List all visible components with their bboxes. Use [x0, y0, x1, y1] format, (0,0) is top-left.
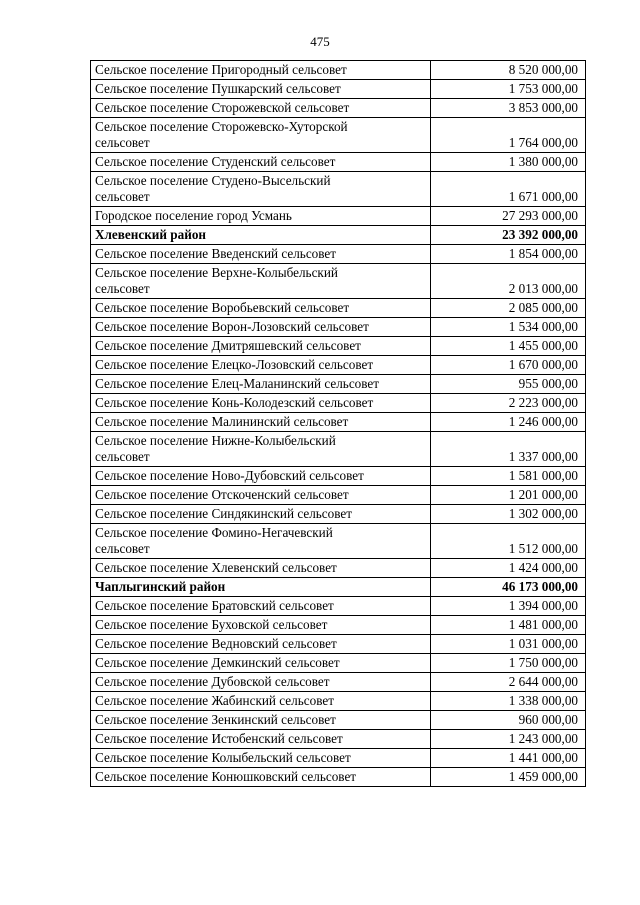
settlement-name-cell: Сельское поселение Буховской сельсовет [91, 616, 431, 635]
table-row [91, 559, 586, 578]
settlement-name-cell: Сельское поселение Ведновский сельсовет [91, 635, 431, 654]
table-row [91, 768, 586, 787]
district-total-row [91, 578, 586, 597]
settlement-name-cell: Сельское поселение Сторожевско-Хуторской сельсовет [91, 118, 431, 153]
amount-cell: 1 246 000,00 [431, 413, 586, 432]
amount-cell: 1 380 000,00 [431, 153, 586, 172]
table-row [91, 467, 586, 486]
settlement-name-cell: Сельское поселение Пушкарский сельсовет [91, 80, 431, 99]
settlement-name-cell: Сельское поселение Зенкинский сельсовет [91, 711, 431, 730]
settlement-name-cell: Сельское поселение Дмитряшевский сельсовет [91, 337, 431, 356]
table-row [91, 673, 586, 692]
amount-cell: 2 085 000,00 [431, 299, 586, 318]
district-amount-cell: 46 173 000,00 [431, 578, 586, 597]
table-row [91, 207, 586, 226]
amount-cell: 1 302 000,00 [431, 505, 586, 524]
settlement-name-cell: Сельское поселение Жабинский сельсовет [91, 692, 431, 711]
settlement-name-cell: Сельское поселение Дубовской сельсовет [91, 673, 431, 692]
table-row [91, 299, 586, 318]
district-total-row [91, 226, 586, 245]
settlement-name-cell: Сельское поселение Хлевенский сельсовет [91, 559, 431, 578]
settlement-name-cell: Сельское поселение Елец-Маланинский сельсовет [91, 375, 431, 394]
amount-cell: 960 000,00 [431, 711, 586, 730]
amount-cell: 1 534 000,00 [431, 318, 586, 337]
table-row [91, 413, 586, 432]
settlement-name-cell: Сельское поселение Нижне-Колыбельский сельсовет [91, 432, 431, 467]
table-row [91, 654, 586, 673]
settlement-name-cell: Сельское поселение Демкинский сельсовет [91, 654, 431, 673]
table-row [91, 711, 586, 730]
amount-cell: 1 424 000,00 [431, 559, 586, 578]
amount-cell: 1 750 000,00 [431, 654, 586, 673]
settlement-name-cell: Сельское поселение Истобенский сельсовет [91, 730, 431, 749]
amount-cell: 1 455 000,00 [431, 337, 586, 356]
table-row [91, 597, 586, 616]
amount-cell: 1 441 000,00 [431, 749, 586, 768]
table-row [91, 505, 586, 524]
amount-cell: 2 013 000,00 [431, 264, 586, 299]
amount-cell: 1 394 000,00 [431, 597, 586, 616]
table-row [91, 486, 586, 505]
settlement-name-cell: Сельское поселение Фомино-Негачевский сельсовет [91, 524, 431, 559]
table-row [91, 153, 586, 172]
district-name-cell: Хлевенский район [91, 226, 431, 245]
amount-cell: 1 764 000,00 [431, 118, 586, 153]
district-amount-cell: 23 392 000,00 [431, 226, 586, 245]
amount-cell: 2 644 000,00 [431, 673, 586, 692]
table-row [91, 264, 586, 299]
settlement-name-cell: Сельское поселение Студенский сельсовет [91, 153, 431, 172]
amount-cell: 8 520 000,00 [431, 61, 586, 80]
table-row [91, 172, 586, 207]
amount-cell: 3 853 000,00 [431, 99, 586, 118]
district-name-cell: Чаплыгинский район [91, 578, 431, 597]
budget-allocation-table [90, 60, 586, 787]
table-row [91, 394, 586, 413]
table-row [91, 318, 586, 337]
amount-cell: 1 201 000,00 [431, 486, 586, 505]
amount-cell: 1 031 000,00 [431, 635, 586, 654]
settlement-name-cell: Сельское поселение Студено-Высельский сельсовет [91, 172, 431, 207]
amount-cell: 1 243 000,00 [431, 730, 586, 749]
settlement-name-cell: Городское поселение город Усмань [91, 207, 431, 226]
page-number: 475 [310, 34, 330, 49]
table-row [91, 80, 586, 99]
table-row [91, 635, 586, 654]
settlement-name-cell: Сельское поселение Введенский сельсовет [91, 245, 431, 264]
table-row [91, 356, 586, 375]
amount-cell: 955 000,00 [431, 375, 586, 394]
amount-cell: 1 854 000,00 [431, 245, 586, 264]
settlement-name-cell: Сельское поселение Братовский сельсовет [91, 597, 431, 616]
table-row [91, 524, 586, 559]
settlement-name-cell: Сельское поселение Малининский сельсовет [91, 413, 431, 432]
table-row [91, 61, 586, 80]
table-row [91, 432, 586, 467]
settlement-name-cell: Сельское поселение Сторожевской сельсовет [91, 99, 431, 118]
settlement-name-cell: Сельское поселение Елецко-Лозовский сельсовет [91, 356, 431, 375]
table-body [91, 61, 586, 787]
settlement-name-cell: Сельское поселение Конь-Колодезский сельсовет [91, 394, 431, 413]
settlement-name-cell: Сельское поселение Ново-Дубовский сельсовет [91, 467, 431, 486]
settlement-name-cell: Сельское поселение Пригородный сельсовет [91, 61, 431, 80]
table-row [91, 245, 586, 264]
amount-cell: 1 338 000,00 [431, 692, 586, 711]
settlement-name-cell: Сельское поселение Воробьевский сельсовет [91, 299, 431, 318]
amount-cell: 1 581 000,00 [431, 467, 586, 486]
amount-cell: 2 223 000,00 [431, 394, 586, 413]
settlement-name-cell: Сельское поселение Верхне-Колыбельский сельсовет [91, 264, 431, 299]
amount-cell: 1 459 000,00 [431, 768, 586, 787]
table-row [91, 337, 586, 356]
amount-cell: 1 481 000,00 [431, 616, 586, 635]
table-row [91, 99, 586, 118]
settlement-name-cell: Сельское поселение Ворон-Лозовский сельсовет [91, 318, 431, 337]
table-row [91, 118, 586, 153]
settlement-name-cell: Сельское поселение Колыбельский сельсовет [91, 749, 431, 768]
table-row [91, 616, 586, 635]
settlement-name-cell: Сельское поселение Конюшковский сельсовет [91, 768, 431, 787]
amount-cell: 1 512 000,00 [431, 524, 586, 559]
amount-cell: 1 671 000,00 [431, 172, 586, 207]
table-row [91, 692, 586, 711]
settlement-name-cell: Сельское поселение Отскоченский сельсовет [91, 486, 431, 505]
amount-cell: 1 670 000,00 [431, 356, 586, 375]
settlement-name-cell: Сельское поселение Синдякинский сельсовет [91, 505, 431, 524]
amount-cell: 27 293 000,00 [431, 207, 586, 226]
amount-cell: 1 337 000,00 [431, 432, 586, 467]
table-row [91, 749, 586, 768]
amount-cell: 1 753 000,00 [431, 80, 586, 99]
table-row [91, 375, 586, 394]
table-row [91, 730, 586, 749]
